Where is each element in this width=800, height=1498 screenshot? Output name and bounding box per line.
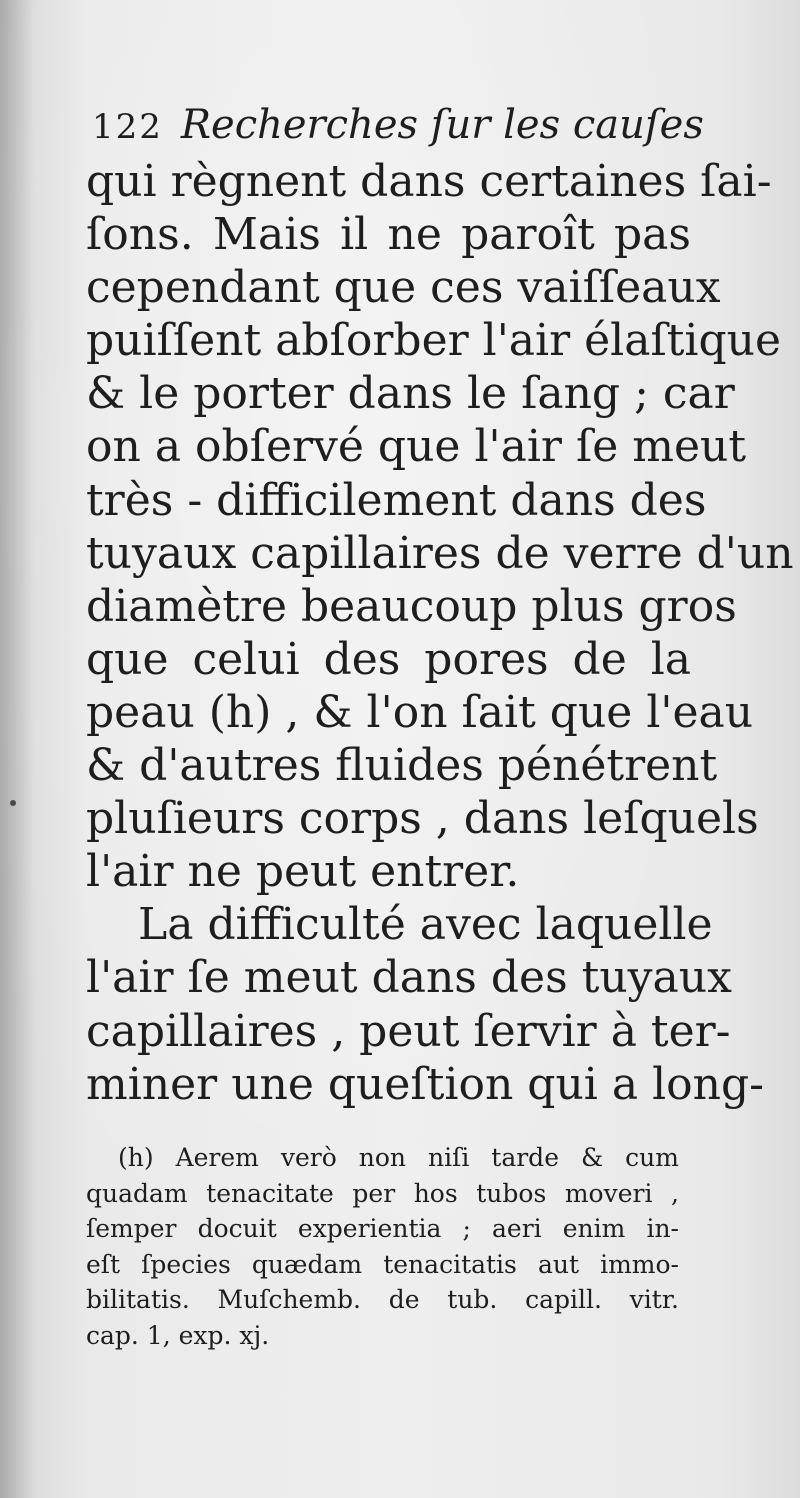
text-line: & le porter dans le ſang ; car <box>86 368 735 420</box>
running-head <box>92 100 704 150</box>
body-text <box>86 155 794 1111</box>
text-line: & d'autres fluides pénétrent <box>86 740 718 792</box>
text-line: pluſieurs corps , dans leſquels <box>86 793 759 845</box>
text-line: cependant que ces vaiſſeaux <box>86 262 721 314</box>
page-number: 122 <box>92 107 163 147</box>
text-line: diamètre beaucoup plus gros <box>86 580 737 632</box>
text-line: miner une queſtion qui a long- <box>86 1058 765 1110</box>
text-line: très - difficilement dans des <box>86 474 707 526</box>
footnote-line: bilitatis. Muſchemb. de tub. capill. vitr. <box>86 1285 679 1314</box>
text-line: qui règnent dans certaines ſai- <box>86 156 772 207</box>
text-line: l'air ne peut entrer. <box>86 846 520 898</box>
footnote-line: eſt ſpecies quædam tenacitatis aut immo- <box>86 1249 679 1279</box>
text-line: capillaires , peut ſervir à ter- <box>86 1005 731 1057</box>
footnote-line: cap. 1, exp. xj. <box>86 1320 270 1350</box>
footnote <box>86 1140 679 1353</box>
text-line: que celui des pores de la <box>86 633 691 685</box>
text-line: ſons. Mais il ne paroît pas <box>86 209 691 261</box>
text-line: La difficulté avec laquelle <box>138 899 713 951</box>
footnote-line: ſemper docuit experientia ; aeri enim in- <box>86 1214 679 1243</box>
page-gutter-shadow <box>0 0 34 1498</box>
running-title: Recherches ſur les cauſes <box>180 102 704 148</box>
footnote-line: quadam tenacitate per hos tubos moveri , <box>86 1178 679 1208</box>
text-line: peau (h) , & l'on ſait que l'eau <box>86 686 754 738</box>
ink-speck <box>10 800 16 806</box>
footnote-line: (h) Aerem verò non niſi tarde & cum <box>118 1143 679 1172</box>
text-line: tuyaux capillaires de verre d'un <box>86 527 794 579</box>
text-line: l'air ſe meut dans des tuyaux <box>86 952 732 1004</box>
text-line: puiſſent abſorber l'air élaſtique <box>86 315 782 367</box>
text-line: on a obſervé que l'air ſe meut <box>86 421 747 473</box>
